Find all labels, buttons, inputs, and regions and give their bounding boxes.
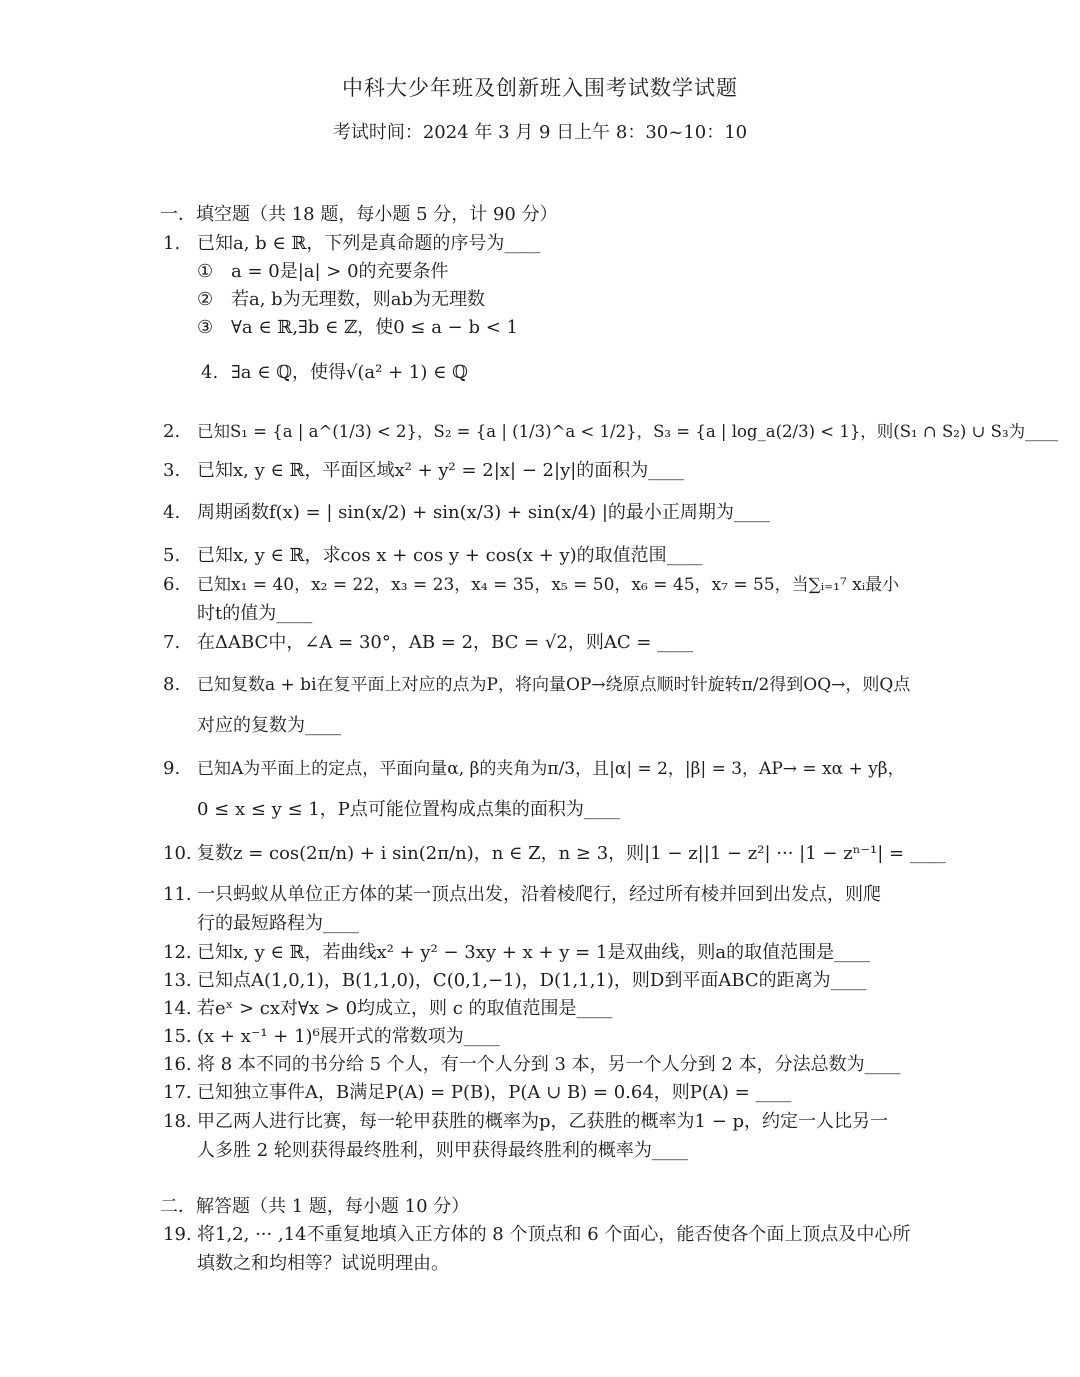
question-text: 已知x, y ∈ ℝ，求cos x + cos y + cos(x + y)的取值范围____ <box>197 545 703 566</box>
question-text: 已知S₁ = {a | a^(1/3) < 2}，S₂ = {a | (1/3)^a < 1/2}，S₃ = {a | log_a(2/3) < 1}，则(S₁ ∩ S₂) ∪ S₃为____ <box>197 422 1059 441</box>
question-number: 5. <box>163 545 181 566</box>
exam-time: 考试时间：2024 年 3 月 9 日上午 8：30~10：10 <box>332 122 748 143</box>
option-row <box>197 259 449 285</box>
question-text: 已知复数a + bi在复平面上对应的点为P，将向量OP→绕原点顺时针旋转π/2得到OQ→，则Q点 <box>197 675 911 695</box>
question-text: 复数z = cos(2π/n) + i sin(2π/n)，n ∈ Z，n ≥ 3，则|1 − z||1 − z²| ··· |1 − zⁿ⁻¹| = ____ <box>197 843 946 864</box>
option-text: 若a, b为无理数，则ab为无理数 <box>231 289 485 310</box>
question-text: 已知点A(1,0,1)，B(1,1,0)，C(0,1,−1)，D(1,1,1)，则D到平面ABC的距离为____ <box>197 970 867 991</box>
question-text: 已知x, y ∈ ℝ，若曲线x² + y² − 3xy + x + y = 1是双曲线，则a的取值范围是____ <box>197 942 871 963</box>
question-text: (x + x⁻¹ + 1)⁶展开式的常数项为____ <box>197 1026 500 1047</box>
option-row <box>197 315 518 341</box>
option-text: ∀a ∈ ℝ,∃b ∈ ℤ，使0 ≤ a − b < 1 <box>231 317 518 338</box>
option-text: ∃a ∈ ℚ，使得√(a² + 1) ∈ ℚ <box>231 362 468 383</box>
question-text: 在ΔABC中，∠A = 30°，AB = 2，BC = √2，则AC = ____ <box>197 632 694 653</box>
question-number: 1. <box>163 233 181 254</box>
section-1-heading: 一．填空题（共 18 题，每小题 5 分，计 90 分） <box>160 204 558 225</box>
option-mark: ② <box>197 289 214 310</box>
section-2-heading: 二．解答题（共 1 题，每小题 10 分） <box>160 1196 470 1217</box>
question-text: 若eˣ > cx对∀x > 0均成立，则 c 的取值范围是____ <box>197 998 613 1019</box>
question-text: 对应的复数为____ <box>197 715 341 736</box>
question-text: 已知x, y ∈ ℝ，平面区域x² + y² = 2|x| − 2|y|的面积为____ <box>197 460 685 481</box>
question-text: 人多胜 2 轮则获得最终胜利，则甲获得最终胜利的概率为____ <box>197 1140 688 1161</box>
option-text: a = 0是|a| > 0的充要条件 <box>231 261 449 282</box>
option-mark: 4. <box>201 362 219 383</box>
question-number: 9. <box>163 758 181 779</box>
question-number: 6. <box>163 574 181 595</box>
question-number: 15. <box>163 1026 192 1047</box>
question-text: 已知x₁ = 40，x₂ = 22，x₃ = 23，x₄ = 35，x₅ = 50，x₆ = 45，x₇ = 55，当∑ᵢ₌₁⁷ xᵢ最小 <box>197 575 900 595</box>
question-number: 12. <box>163 942 192 963</box>
question-text: 已知A为平面上的定点，平面向量α, β的夹角为π/3，且|α| = 2，|β| = 3，AP→ = xα + yβ， <box>197 759 905 779</box>
question-text: 行的最短路程为____ <box>197 913 359 934</box>
question-text: 甲乙两人进行比赛，每一轮甲获胜的概率为p，乙获胜的概率为1 − p，约定一人比另一 <box>197 1111 889 1132</box>
question-text: 已知a, b ∈ ℝ，下列是真命题的序号为____ <box>197 233 541 254</box>
question-number: 14. <box>163 998 192 1019</box>
question-text: 0 ≤ x ≤ y ≤ 1，P点可能位置构成点集的面积为____ <box>197 799 620 820</box>
option-row <box>197 360 468 386</box>
question-number: 7. <box>163 632 181 653</box>
question-text: 一只蚂蚁从单位正方体的某一顶点出发，沿着棱爬行，经过所有棱并回到出发点，则爬 <box>197 884 881 905</box>
question-number: 17. <box>163 1082 192 1103</box>
question-number: 10. <box>163 843 192 864</box>
question-number: 8. <box>163 674 181 695</box>
question-text: 填数之和均相等？试说明理由。 <box>197 1253 449 1274</box>
question-text: 已知独立事件A，B满足P(A) = P(B)，P(A ∪ B) = 0.64，则P(A) = ____ <box>197 1082 792 1103</box>
page-title: 中科大少年班及创新班入围考试数学试题 <box>342 76 738 100</box>
option-mark: ① <box>197 261 214 282</box>
question-text: 将 8 本不同的书分给 5 个人，有一个人分到 3 本，另一个人分到 2 本，分法总数为____ <box>197 1054 901 1075</box>
question-number: 3. <box>163 460 181 481</box>
question-number: 16. <box>163 1054 192 1075</box>
question-text: 时t的值为____ <box>197 603 313 624</box>
option-mark: ③ <box>197 317 214 338</box>
question-number: 4. <box>163 502 181 523</box>
option-row <box>197 287 485 313</box>
question-number: 2. <box>163 421 181 442</box>
question-number: 13. <box>163 970 192 991</box>
question-number: 19. <box>163 1224 192 1245</box>
question-text: 将1,2, ··· ,14不重复地填入正方体的 8 个顶点和 6 个面心，能否使各个面上顶点及中心所 <box>197 1224 911 1245</box>
question-number: 11. <box>163 884 192 905</box>
question-number: 18. <box>163 1111 192 1132</box>
question-text: 周期函数f(x) = | sin(x/2) + sin(x/3) + sin(x/4) |的最小正周期为____ <box>197 502 770 523</box>
